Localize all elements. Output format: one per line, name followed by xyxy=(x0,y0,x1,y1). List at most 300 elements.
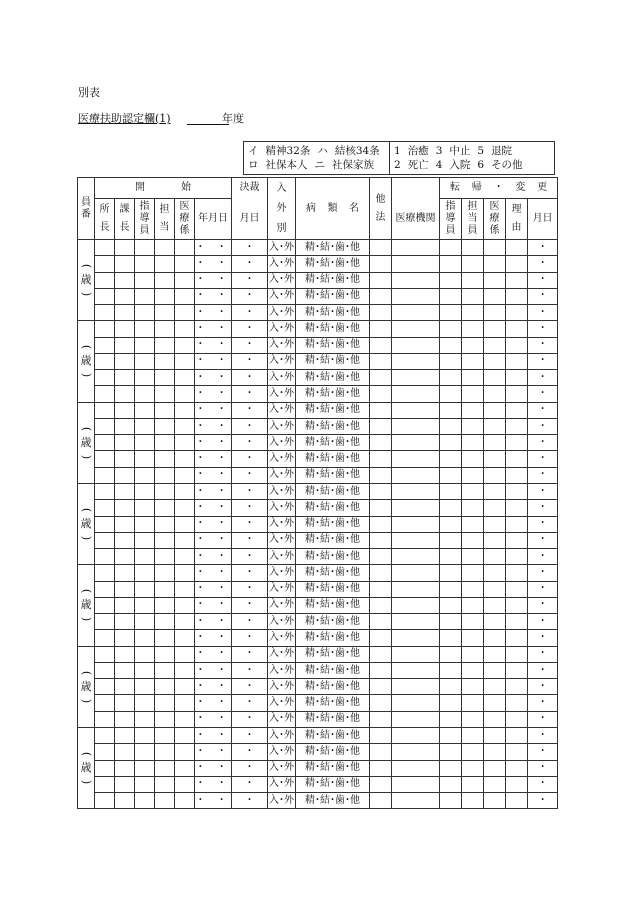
cell-byourui[interactable]: 精･結･歯･他 xyxy=(296,435,370,451)
cell-nyugai[interactable]: 入･外 xyxy=(268,305,296,321)
cell-iryouka2[interactable] xyxy=(484,760,506,776)
cell-shochou[interactable] xyxy=(95,679,115,695)
cell-nengappi[interactable]: ・ ・ xyxy=(195,679,232,695)
cell-tantouin[interactable] xyxy=(462,256,484,272)
cell-iryoukikan[interactable] xyxy=(392,679,440,695)
cell-iryouka[interactable] xyxy=(175,695,195,711)
cell-kessai-date[interactable]: ・ xyxy=(232,630,268,646)
cell-riyuu[interactable] xyxy=(506,614,528,630)
cell-kessai-date[interactable]: ・ xyxy=(232,793,268,809)
cell-iryoukikan[interactable] xyxy=(392,483,440,499)
cell-nyugai[interactable]: 入･外 xyxy=(268,240,296,256)
cell-nyugai[interactable]: 入･外 xyxy=(268,272,296,288)
cell-tahou[interactable] xyxy=(370,727,392,743)
cell-tahou[interactable] xyxy=(370,565,392,581)
cell-kachou[interactable] xyxy=(115,305,135,321)
cell-shochou[interactable] xyxy=(95,549,115,565)
cell-kessai-date[interactable]: ・ xyxy=(232,662,268,678)
cell-kachou[interactable] xyxy=(115,630,135,646)
cell-iryouka[interactable] xyxy=(175,646,195,662)
cell-shidouin2[interactable] xyxy=(440,760,462,776)
cell-shidouin[interactable] xyxy=(135,630,155,646)
cell-kachou[interactable] xyxy=(115,597,135,613)
cell-shidouin2[interactable] xyxy=(440,565,462,581)
cell-gappi[interactable]: ・ xyxy=(528,240,558,256)
cell-iryouka2[interactable] xyxy=(484,630,506,646)
cell-byourui[interactable]: 精･結･歯･他 xyxy=(296,418,370,434)
cell-kachou[interactable] xyxy=(115,776,135,792)
cell-tahou[interactable] xyxy=(370,386,392,402)
cell-tantouin[interactable] xyxy=(462,386,484,402)
cell-iryoukikan[interactable] xyxy=(392,418,440,434)
cell-riyuu[interactable] xyxy=(506,402,528,418)
cell-iryoukikan[interactable] xyxy=(392,532,440,548)
cell-riyuu[interactable] xyxy=(506,532,528,548)
cell-gappi[interactable]: ・ xyxy=(528,532,558,548)
cell-shidouin2[interactable] xyxy=(440,305,462,321)
cell-nyugai[interactable]: 入･外 xyxy=(268,288,296,304)
cell-byourui[interactable]: 精･結･歯･他 xyxy=(296,711,370,727)
cell-shidouin[interactable] xyxy=(135,370,155,386)
cell-iryouka2[interactable] xyxy=(484,467,506,483)
cell-gappi[interactable]: ・ xyxy=(528,565,558,581)
cell-tantouin[interactable] xyxy=(462,500,484,516)
cell-shochou[interactable] xyxy=(95,662,115,678)
cell-tantouin[interactable] xyxy=(462,483,484,499)
cell-iryouka[interactable] xyxy=(175,451,195,467)
cell-nyugai[interactable]: 入･外 xyxy=(268,353,296,369)
cell-tantouin[interactable] xyxy=(462,597,484,613)
cell-riyuu[interactable] xyxy=(506,679,528,695)
cell-shidouin2[interactable] xyxy=(440,744,462,760)
cell-iryouka2[interactable] xyxy=(484,305,506,321)
cell-tantou[interactable] xyxy=(155,760,175,776)
cell-iryoukikan[interactable] xyxy=(392,321,440,337)
cell-iryouka2[interactable] xyxy=(484,500,506,516)
cell-tahou[interactable] xyxy=(370,793,392,809)
cell-shidouin[interactable] xyxy=(135,272,155,288)
cell-shochou[interactable] xyxy=(95,793,115,809)
cell-byourui[interactable]: 精･結･歯･他 xyxy=(296,581,370,597)
cell-nengappi[interactable]: ・ ・ xyxy=(195,353,232,369)
cell-shidouin2[interactable] xyxy=(440,240,462,256)
cell-riyuu[interactable] xyxy=(506,386,528,402)
cell-shidouin[interactable] xyxy=(135,776,155,792)
cell-tahou[interactable] xyxy=(370,776,392,792)
cell-tantou[interactable] xyxy=(155,288,175,304)
cell-nyugai[interactable]: 入･外 xyxy=(268,435,296,451)
cell-shidouin[interactable] xyxy=(135,305,155,321)
cell-riyuu[interactable] xyxy=(506,597,528,613)
cell-kessai-date[interactable]: ・ xyxy=(232,256,268,272)
cell-iryoukikan[interactable] xyxy=(392,370,440,386)
cell-shochou[interactable] xyxy=(95,256,115,272)
cell-tantou[interactable] xyxy=(155,321,175,337)
cell-kessai-date[interactable]: ・ xyxy=(232,240,268,256)
cell-iryouka2[interactable] xyxy=(484,370,506,386)
cell-shidouin2[interactable] xyxy=(440,679,462,695)
cell-tahou[interactable] xyxy=(370,467,392,483)
cell-byourui[interactable]: 精･結･歯･他 xyxy=(296,532,370,548)
cell-kessai-date[interactable]: ・ xyxy=(232,711,268,727)
cell-byourui[interactable]: 精･結･歯･他 xyxy=(296,321,370,337)
cell-iryouka2[interactable] xyxy=(484,435,506,451)
cell-riyuu[interactable] xyxy=(506,418,528,434)
cell-tahou[interactable] xyxy=(370,483,392,499)
cell-riyuu[interactable] xyxy=(506,711,528,727)
cell-shidouin2[interactable] xyxy=(440,321,462,337)
cell-shochou[interactable] xyxy=(95,370,115,386)
cell-kachou[interactable] xyxy=(115,386,135,402)
cell-nyugai[interactable]: 入･外 xyxy=(268,402,296,418)
cell-iryoukikan[interactable] xyxy=(392,467,440,483)
cell-tantou[interactable] xyxy=(155,711,175,727)
cell-kessai-date[interactable]: ・ xyxy=(232,321,268,337)
cell-tahou[interactable] xyxy=(370,418,392,434)
cell-kachou[interactable] xyxy=(115,532,135,548)
cell-shidouin2[interactable] xyxy=(440,386,462,402)
cell-byourui[interactable]: 精･結･歯･他 xyxy=(296,695,370,711)
cell-riyuu[interactable] xyxy=(506,467,528,483)
cell-byourui[interactable]: 精･結･歯･他 xyxy=(296,597,370,613)
cell-shidouin[interactable] xyxy=(135,614,155,630)
cell-tantou[interactable] xyxy=(155,516,175,532)
cell-kessai-date[interactable]: ・ xyxy=(232,483,268,499)
cell-shochou[interactable] xyxy=(95,565,115,581)
cell-shidouin2[interactable] xyxy=(440,549,462,565)
cell-tantouin[interactable] xyxy=(462,614,484,630)
cell-iryoukikan[interactable] xyxy=(392,695,440,711)
cell-nyugai[interactable]: 入･外 xyxy=(268,760,296,776)
cell-riyuu[interactable] xyxy=(506,662,528,678)
cell-kachou[interactable] xyxy=(115,418,135,434)
cell-iryouka[interactable] xyxy=(175,240,195,256)
cell-iryoukikan[interactable] xyxy=(392,435,440,451)
cell-kessai-date[interactable]: ・ xyxy=(232,516,268,532)
cell-kessai-date[interactable]: ・ xyxy=(232,288,268,304)
cell-gappi[interactable]: ・ xyxy=(528,679,558,695)
cell-kessai-date[interactable]: ・ xyxy=(232,418,268,434)
cell-iryouka[interactable] xyxy=(175,370,195,386)
cell-tahou[interactable] xyxy=(370,272,392,288)
cell-tahou[interactable] xyxy=(370,288,392,304)
cell-shochou[interactable] xyxy=(95,581,115,597)
cell-nengappi[interactable]: ・ ・ xyxy=(195,451,232,467)
cell-iryoukikan[interactable] xyxy=(392,581,440,597)
cell-kessai-date[interactable]: ・ xyxy=(232,451,268,467)
cell-shidouin2[interactable] xyxy=(440,288,462,304)
cell-shidouin[interactable] xyxy=(135,532,155,548)
cell-iryoukikan[interactable] xyxy=(392,256,440,272)
cell-tantou[interactable] xyxy=(155,614,175,630)
cell-nengappi[interactable]: ・ ・ xyxy=(195,662,232,678)
cell-iryouka[interactable] xyxy=(175,500,195,516)
cell-nyugai[interactable]: 入･外 xyxy=(268,597,296,613)
cell-iryoukikan[interactable] xyxy=(392,516,440,532)
cell-shochou[interactable] xyxy=(95,240,115,256)
cell-shidouin2[interactable] xyxy=(440,776,462,792)
cell-iryouka2[interactable] xyxy=(484,711,506,727)
cell-nengappi[interactable]: ・ ・ xyxy=(195,321,232,337)
cell-tantouin[interactable] xyxy=(462,695,484,711)
cell-shidouin[interactable] xyxy=(135,256,155,272)
cell-shidouin[interactable] xyxy=(135,386,155,402)
cell-tantou[interactable] xyxy=(155,793,175,809)
cell-gappi[interactable]: ・ xyxy=(528,614,558,630)
cell-nengappi[interactable]: ・ ・ xyxy=(195,240,232,256)
cell-iryouka2[interactable] xyxy=(484,793,506,809)
cell-kachou[interactable] xyxy=(115,727,135,743)
cell-iryouka[interactable] xyxy=(175,532,195,548)
cell-iryouka[interactable] xyxy=(175,597,195,613)
cell-riyuu[interactable] xyxy=(506,435,528,451)
cell-tantou[interactable] xyxy=(155,467,175,483)
cell-riyuu[interactable] xyxy=(506,288,528,304)
cell-byourui[interactable]: 精･結･歯･他 xyxy=(296,483,370,499)
cell-kessai-date[interactable]: ・ xyxy=(232,727,268,743)
cell-shochou[interactable] xyxy=(95,305,115,321)
cell-iryouka2[interactable] xyxy=(484,727,506,743)
cell-shochou[interactable] xyxy=(95,483,115,499)
cell-nyugai[interactable]: 入･外 xyxy=(268,370,296,386)
cell-nengappi[interactable]: ・ ・ xyxy=(195,288,232,304)
cell-iryouka2[interactable] xyxy=(484,646,506,662)
cell-iryouka[interactable] xyxy=(175,483,195,499)
cell-tahou[interactable] xyxy=(370,581,392,597)
cell-iryoukikan[interactable] xyxy=(392,549,440,565)
cell-tahou[interactable] xyxy=(370,744,392,760)
cell-shochou[interactable] xyxy=(95,614,115,630)
age-cell[interactable]: ( 歳 ) xyxy=(78,402,95,483)
cell-tantouin[interactable] xyxy=(462,288,484,304)
cell-kessai-date[interactable]: ・ xyxy=(232,695,268,711)
cell-shidouin[interactable] xyxy=(135,288,155,304)
cell-nengappi[interactable]: ・ ・ xyxy=(195,646,232,662)
cell-shidouin2[interactable] xyxy=(440,353,462,369)
cell-tantouin[interactable] xyxy=(462,272,484,288)
cell-nengappi[interactable]: ・ ・ xyxy=(195,581,232,597)
cell-iryouka2[interactable] xyxy=(484,321,506,337)
cell-tantouin[interactable] xyxy=(462,711,484,727)
cell-tantou[interactable] xyxy=(155,744,175,760)
cell-shochou[interactable] xyxy=(95,272,115,288)
cell-iryouka[interactable] xyxy=(175,581,195,597)
cell-riyuu[interactable] xyxy=(506,353,528,369)
cell-nengappi[interactable]: ・ ・ xyxy=(195,630,232,646)
cell-tantouin[interactable] xyxy=(462,581,484,597)
cell-iryoukikan[interactable] xyxy=(392,630,440,646)
cell-kessai-date[interactable]: ・ xyxy=(232,353,268,369)
cell-tantouin[interactable] xyxy=(462,532,484,548)
cell-tantou[interactable] xyxy=(155,776,175,792)
cell-nengappi[interactable]: ・ ・ xyxy=(195,256,232,272)
cell-shidouin[interactable] xyxy=(135,711,155,727)
cell-tahou[interactable] xyxy=(370,630,392,646)
cell-iryouka[interactable] xyxy=(175,402,195,418)
cell-tantou[interactable] xyxy=(155,418,175,434)
cell-shidouin2[interactable] xyxy=(440,793,462,809)
cell-riyuu[interactable] xyxy=(506,483,528,499)
cell-tantouin[interactable] xyxy=(462,776,484,792)
cell-byourui[interactable]: 精･結･歯･他 xyxy=(296,288,370,304)
cell-tantouin[interactable] xyxy=(462,305,484,321)
cell-riyuu[interactable] xyxy=(506,776,528,792)
cell-nengappi[interactable]: ・ ・ xyxy=(195,549,232,565)
cell-shidouin[interactable] xyxy=(135,646,155,662)
cell-iryouka2[interactable] xyxy=(484,597,506,613)
cell-byourui[interactable]: 精･結･歯･他 xyxy=(296,549,370,565)
cell-shidouin[interactable] xyxy=(135,418,155,434)
cell-shidouin[interactable] xyxy=(135,516,155,532)
cell-tantou[interactable] xyxy=(155,662,175,678)
cell-byourui[interactable]: 精･結･歯･他 xyxy=(296,272,370,288)
cell-shidouin[interactable] xyxy=(135,760,155,776)
cell-gappi[interactable]: ・ xyxy=(528,776,558,792)
cell-shochou[interactable] xyxy=(95,711,115,727)
cell-nyugai[interactable]: 入･外 xyxy=(268,532,296,548)
cell-kessai-date[interactable]: ・ xyxy=(232,597,268,613)
cell-nyugai[interactable]: 入･外 xyxy=(268,516,296,532)
cell-tantouin[interactable] xyxy=(462,679,484,695)
age-cell[interactable]: ( 歳 ) xyxy=(78,483,95,564)
cell-nengappi[interactable]: ・ ・ xyxy=(195,760,232,776)
cell-tahou[interactable] xyxy=(370,305,392,321)
cell-nengappi[interactable]: ・ ・ xyxy=(195,516,232,532)
cell-byourui[interactable]: 精･結･歯･他 xyxy=(296,370,370,386)
cell-tahou[interactable] xyxy=(370,451,392,467)
cell-shidouin2[interactable] xyxy=(440,711,462,727)
cell-tantouin[interactable] xyxy=(462,516,484,532)
cell-tantouin[interactable] xyxy=(462,467,484,483)
cell-kachou[interactable] xyxy=(115,549,135,565)
cell-iryoukikan[interactable] xyxy=(392,793,440,809)
cell-shidouin2[interactable] xyxy=(440,418,462,434)
cell-shochou[interactable] xyxy=(95,597,115,613)
cell-nengappi[interactable]: ・ ・ xyxy=(195,272,232,288)
cell-shidouin2[interactable] xyxy=(440,532,462,548)
cell-nyugai[interactable]: 入･外 xyxy=(268,549,296,565)
cell-kachou[interactable] xyxy=(115,679,135,695)
cell-tahou[interactable] xyxy=(370,353,392,369)
age-cell[interactable]: ( 歳 ) xyxy=(78,646,95,727)
cell-tantouin[interactable] xyxy=(462,662,484,678)
cell-kachou[interactable] xyxy=(115,321,135,337)
cell-iryouka[interactable] xyxy=(175,256,195,272)
cell-gappi[interactable]: ・ xyxy=(528,695,558,711)
cell-kachou[interactable] xyxy=(115,516,135,532)
cell-tantouin[interactable] xyxy=(462,451,484,467)
cell-shochou[interactable] xyxy=(95,321,115,337)
cell-riyuu[interactable] xyxy=(506,240,528,256)
cell-iryouka2[interactable] xyxy=(484,272,506,288)
cell-shochou[interactable] xyxy=(95,435,115,451)
cell-nyugai[interactable]: 入･外 xyxy=(268,711,296,727)
cell-shidouin2[interactable] xyxy=(440,451,462,467)
cell-gappi[interactable]: ・ xyxy=(528,630,558,646)
cell-tantou[interactable] xyxy=(155,695,175,711)
cell-nengappi[interactable]: ・ ・ xyxy=(195,614,232,630)
cell-kessai-date[interactable]: ・ xyxy=(232,760,268,776)
cell-shochou[interactable] xyxy=(95,516,115,532)
cell-tantouin[interactable] xyxy=(462,321,484,337)
cell-nyugai[interactable]: 入･外 xyxy=(268,727,296,743)
cell-riyuu[interactable] xyxy=(506,516,528,532)
cell-iryouka[interactable] xyxy=(175,744,195,760)
cell-nengappi[interactable]: ・ ・ xyxy=(195,370,232,386)
cell-shochou[interactable] xyxy=(95,630,115,646)
cell-kachou[interactable] xyxy=(115,760,135,776)
cell-kessai-date[interactable]: ・ xyxy=(232,435,268,451)
cell-iryoukikan[interactable] xyxy=(392,402,440,418)
cell-shidouin[interactable] xyxy=(135,581,155,597)
cell-gappi[interactable]: ・ xyxy=(528,256,558,272)
cell-kachou[interactable] xyxy=(115,646,135,662)
cell-gappi[interactable]: ・ xyxy=(528,646,558,662)
cell-tahou[interactable] xyxy=(370,337,392,353)
cell-nengappi[interactable]: ・ ・ xyxy=(195,793,232,809)
cell-nyugai[interactable]: 入･外 xyxy=(268,321,296,337)
cell-iryouka2[interactable] xyxy=(484,240,506,256)
cell-tantouin[interactable] xyxy=(462,549,484,565)
cell-tantou[interactable] xyxy=(155,483,175,499)
cell-kachou[interactable] xyxy=(115,581,135,597)
cell-nyugai[interactable]: 入･外 xyxy=(268,744,296,760)
cell-byourui[interactable]: 精･結･歯･他 xyxy=(296,240,370,256)
cell-gappi[interactable]: ・ xyxy=(528,581,558,597)
cell-iryouka[interactable] xyxy=(175,662,195,678)
cell-iryouka2[interactable] xyxy=(484,565,506,581)
cell-iryouka[interactable] xyxy=(175,305,195,321)
cell-tahou[interactable] xyxy=(370,549,392,565)
cell-kachou[interactable] xyxy=(115,435,135,451)
cell-shidouin2[interactable] xyxy=(440,662,462,678)
cell-gappi[interactable]: ・ xyxy=(528,793,558,809)
cell-gappi[interactable]: ・ xyxy=(528,549,558,565)
cell-iryoukikan[interactable] xyxy=(392,288,440,304)
cell-iryoukikan[interactable] xyxy=(392,727,440,743)
cell-nengappi[interactable]: ・ ・ xyxy=(195,418,232,434)
cell-tantouin[interactable] xyxy=(462,793,484,809)
cell-gappi[interactable]: ・ xyxy=(528,386,558,402)
age-cell[interactable]: ( 歳 ) xyxy=(78,321,95,402)
cell-riyuu[interactable] xyxy=(506,630,528,646)
cell-gappi[interactable]: ・ xyxy=(528,418,558,434)
cell-tantouin[interactable] xyxy=(462,727,484,743)
cell-tantouin[interactable] xyxy=(462,744,484,760)
age-cell[interactable]: ( 歳 ) xyxy=(78,240,95,321)
cell-shidouin[interactable] xyxy=(135,662,155,678)
cell-gappi[interactable]: ・ xyxy=(528,467,558,483)
cell-tantou[interactable] xyxy=(155,305,175,321)
cell-iryouka2[interactable] xyxy=(484,776,506,792)
cell-nyugai[interactable]: 入･外 xyxy=(268,695,296,711)
cell-iryouka2[interactable] xyxy=(484,662,506,678)
cell-shidouin[interactable] xyxy=(135,549,155,565)
cell-riyuu[interactable] xyxy=(506,370,528,386)
cell-shidouin[interactable] xyxy=(135,321,155,337)
cell-nengappi[interactable]: ・ ・ xyxy=(195,597,232,613)
cell-tantou[interactable] xyxy=(155,402,175,418)
cell-kachou[interactable] xyxy=(115,695,135,711)
cell-byourui[interactable]: 精･結･歯･他 xyxy=(296,793,370,809)
cell-riyuu[interactable] xyxy=(506,646,528,662)
cell-gappi[interactable]: ・ xyxy=(528,597,558,613)
cell-iryoukikan[interactable] xyxy=(392,646,440,662)
cell-nengappi[interactable]: ・ ・ xyxy=(195,695,232,711)
cell-shidouin2[interactable] xyxy=(440,337,462,353)
cell-iryouka[interactable] xyxy=(175,353,195,369)
cell-tantou[interactable] xyxy=(155,435,175,451)
